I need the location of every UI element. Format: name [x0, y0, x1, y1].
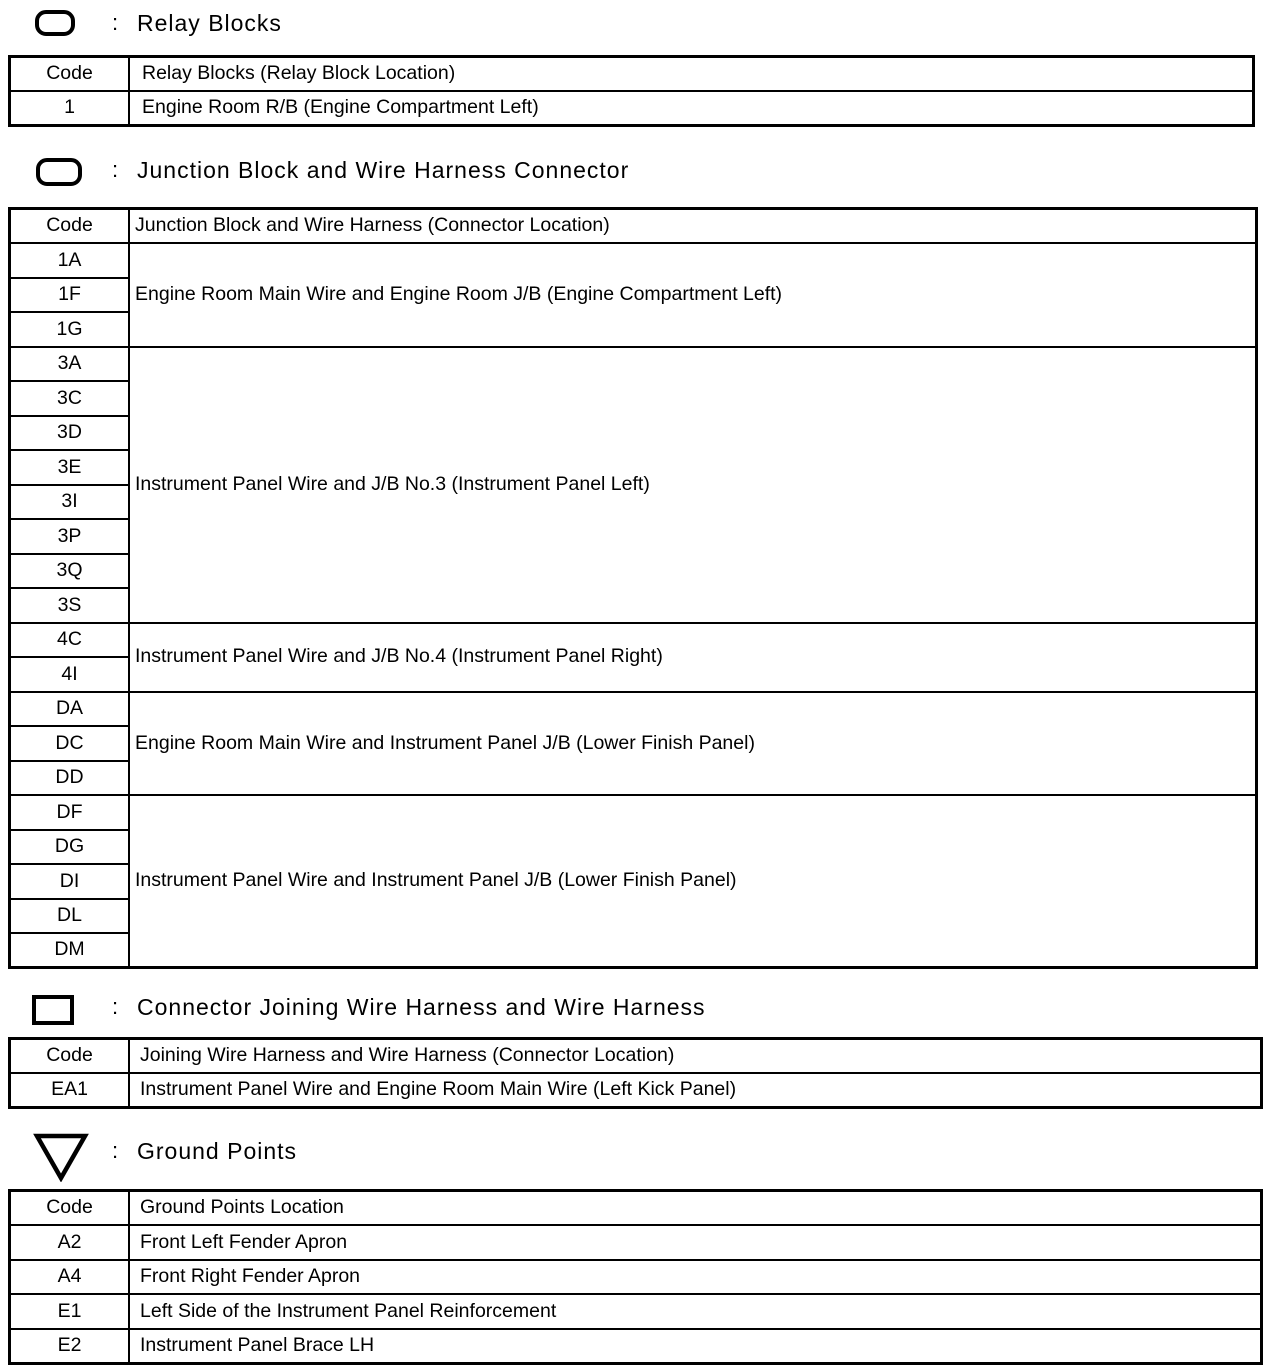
code-cell: DC: [10, 726, 130, 761]
desc-cell: Instrument Panel Wire and Instrument Panel J/B (Lower Finish Panel): [129, 795, 1257, 968]
triangle-down-icon: [33, 1132, 89, 1182]
code-cell: 3C: [10, 381, 130, 416]
heading-colon: :: [112, 1138, 119, 1163]
code-cell: 3Q: [10, 554, 130, 589]
ground-points-table: [8, 1189, 1263, 1365]
relay-blocks-heading: [0, 2, 1280, 46]
code-cell: DG: [10, 830, 130, 865]
table-row: [10, 1073, 1262, 1108]
table-row: [10, 692, 1257, 727]
desc-cell: Engine Room Main Wire and Instrument Panel J/B (Lower Finish Panel): [129, 692, 1257, 796]
code-cell: 4I: [10, 657, 130, 692]
code-header: Code: [10, 1191, 130, 1226]
code-cell: 1A: [10, 243, 130, 278]
table-row: [10, 243, 1257, 278]
heading-colon: :: [112, 994, 119, 1019]
code-cell: DA: [10, 692, 130, 727]
code-cell: 1G: [10, 312, 130, 347]
desc-cell: Front Right Fender Apron: [129, 1260, 1262, 1295]
code-cell: E2: [10, 1329, 130, 1364]
code-cell: DI: [10, 864, 130, 899]
code-cell: DM: [10, 933, 130, 968]
code-cell: A2: [10, 1225, 130, 1260]
rounded-rect-icon: [36, 158, 82, 186]
code-header: Code: [10, 57, 130, 92]
heading-colon: :: [112, 10, 119, 35]
junction-block-heading: [0, 150, 1280, 194]
desc-header: Ground Points Location: [129, 1191, 1262, 1226]
desc-header: Joining Wire Harness and Wire Harness (Connector Location): [129, 1039, 1262, 1074]
code-cell: DD: [10, 761, 130, 796]
rounded-rect-icon: [35, 10, 75, 36]
table-row: [10, 1329, 1262, 1364]
connector-joining-table: [8, 1037, 1263, 1109]
table-row: [10, 623, 1257, 658]
table-header-row: [10, 209, 1257, 244]
code-cell: 3S: [10, 588, 130, 623]
table-header-row: [10, 1191, 1262, 1226]
code-header: Code: [10, 209, 130, 244]
desc-cell: Left Side of the Instrument Panel Reinforcement: [129, 1294, 1262, 1329]
relay-blocks-table: [8, 55, 1255, 127]
code-cell: 3P: [10, 519, 130, 554]
code-cell: 3E: [10, 450, 130, 485]
desc-cell: Front Left Fender Apron: [129, 1225, 1262, 1260]
desc-cell: Instrument Panel Brace LH: [129, 1329, 1262, 1364]
table-header-row: [10, 57, 1254, 92]
section-title: Junction Block and Wire Harness Connector: [137, 157, 630, 183]
table-row: [10, 91, 1254, 126]
code-header: Code: [10, 1039, 130, 1074]
code-cell: DF: [10, 795, 130, 830]
desc-header: Junction Block and Wire Harness (Connector Location): [129, 209, 1257, 244]
code-cell: EA1: [10, 1073, 130, 1108]
table-row: [10, 347, 1257, 382]
table-row: [10, 795, 1257, 830]
desc-cell: Instrument Panel Wire and J/B No.3 (Instrument Panel Left): [129, 347, 1257, 623]
desc-cell: Instrument Panel Wire and Engine Room Main Wire (Left Kick Panel): [129, 1073, 1262, 1108]
connector-joining-heading: [0, 988, 1280, 1032]
table-row: [10, 1294, 1262, 1329]
code-cell: DL: [10, 899, 130, 934]
code-cell: E1: [10, 1294, 130, 1329]
desc-header: Relay Blocks (Relay Block Location): [129, 57, 1254, 92]
code-cell: 3I: [10, 485, 130, 520]
code-cell: 4C: [10, 623, 130, 658]
code-cell: A4: [10, 1260, 130, 1295]
heading-colon: :: [112, 157, 119, 182]
ground-points-heading: [0, 1128, 1280, 1172]
table-row: [10, 1225, 1262, 1260]
code-cell: 1F: [10, 278, 130, 313]
section-title: Relay Blocks: [137, 10, 282, 36]
junction-block-table: [8, 207, 1258, 969]
code-cell: 3D: [10, 416, 130, 451]
section-title: Ground Points: [137, 1138, 298, 1164]
desc-cell: Instrument Panel Wire and J/B No.4 (Instrument Panel Right): [129, 623, 1257, 692]
table-row: [10, 1260, 1262, 1295]
square-icon: [32, 995, 74, 1025]
section-title: Connector Joining Wire Harness and Wire Harness: [137, 994, 706, 1020]
desc-cell: Engine Room Main Wire and Engine Room J/B (Engine Compartment Left): [129, 243, 1257, 347]
code-cell: 1: [10, 91, 130, 126]
desc-cell: Engine Room R/B (Engine Compartment Left): [129, 91, 1254, 126]
code-cell: 3A: [10, 347, 130, 382]
table-header-row: [10, 1039, 1262, 1074]
